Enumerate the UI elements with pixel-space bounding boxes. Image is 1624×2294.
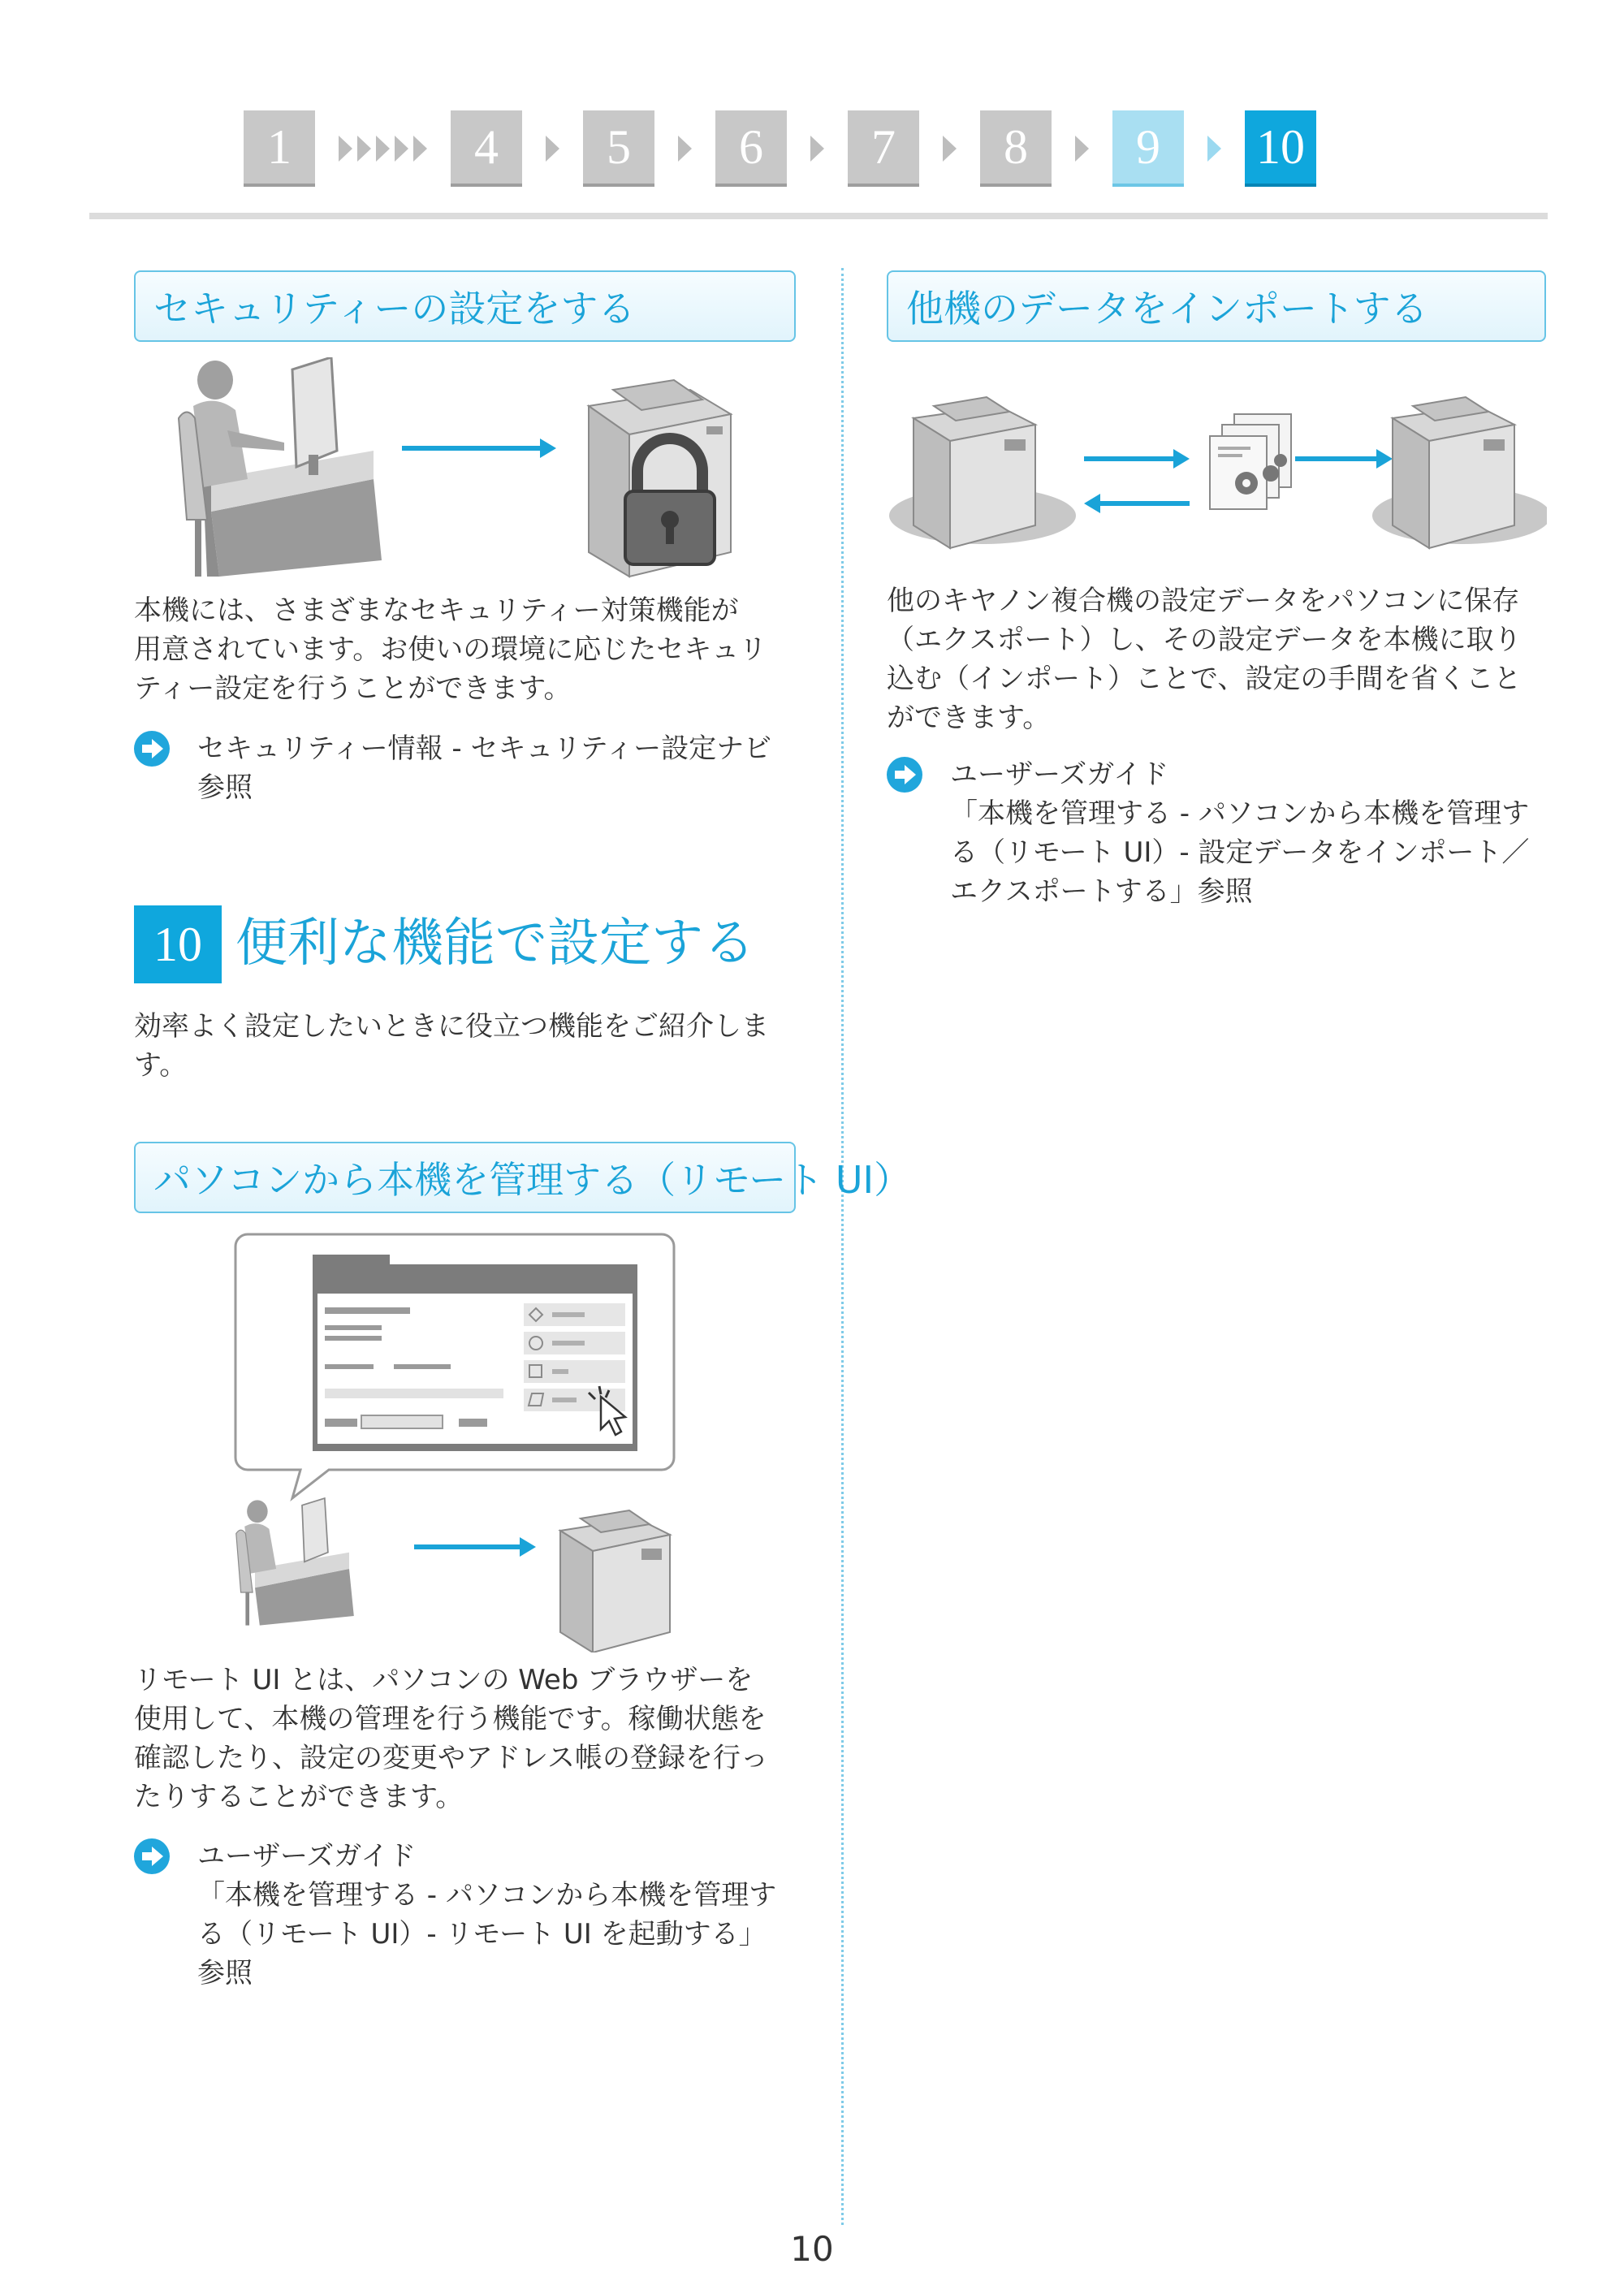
import-description: 他のキヤノン複合機の設定データをパソコンに保存 （エクスポート）し、その設定データを本機に取り 込む（インポート）ことで、設定の手間を省くこと ができます。 [887, 585, 1522, 734]
step-4[interactable]: 4 [451, 110, 522, 187]
remote-ui-heading: パソコンから本機を管理する（リモート UI） [134, 1142, 796, 1213]
security-heading: セキュリティーの設定をする [134, 270, 796, 342]
reference-line: 参照 [197, 771, 253, 804]
arrow-right-circle-icon [134, 1838, 170, 1874]
reference-line: る（リモート UI）- 設定データをインポート／ [950, 836, 1530, 869]
person-at-desk-icon [179, 357, 382, 577]
import-reference[interactable] [887, 755, 1529, 911]
step-5[interactable]: 5 [583, 110, 654, 187]
step-7[interactable]: 7 [848, 110, 919, 187]
arrow-right-circle-icon [134, 731, 170, 767]
printer-icon [914, 397, 1035, 548]
step-arrow-icon [357, 136, 371, 162]
arrow-right-circle-icon [887, 757, 922, 793]
chapter-number: 10 [134, 905, 222, 983]
remote-ui-description: リモート UI とは、パソコンの Web ブラウザーを 使用して、本機の管理を行う機能です。稼働状態を 確認したり、設定の変更やアドレス帳の登録を行っ たりすることができます。 [134, 1664, 768, 1813]
step-arrow-icon [413, 136, 427, 162]
step-8[interactable]: 8 [980, 110, 1052, 187]
printer-icon [1393, 397, 1514, 548]
person-at-desk-icon [236, 1498, 354, 1626]
column-divider [841, 268, 844, 2225]
step-navigation [244, 110, 1316, 187]
reference-line: 「本機を管理する - パソコンから本機を管理す [197, 1879, 777, 1912]
step-1[interactable]: 1 [244, 110, 315, 187]
reference-line: る（リモート UI）- リモート UI を起動する」 [197, 1918, 767, 1951]
import-heading: 他機のデータをインポートする [887, 270, 1546, 342]
step-arrow-icon [376, 136, 390, 162]
chapter-title: 便利な機能で設定する [235, 914, 755, 974]
step-6[interactable]: 6 [715, 110, 787, 187]
security-description: 本機には、さまざまなセキュリティー対策機能が 用意されています。お使いの環境に応じたセキュリ ティー設定を行うことができます。 [134, 594, 767, 705]
security-reference[interactable] [134, 729, 771, 807]
import-illustration [889, 369, 1547, 556]
header-rule [89, 213, 1548, 219]
page-number: 10 [790, 2229, 834, 2269]
reference-line: ユーザーズガイド [950, 758, 1169, 791]
step-arrow-icon [943, 136, 957, 162]
remote-ui-reference[interactable] [134, 1837, 776, 1993]
step-arrow-icon [1075, 136, 1089, 162]
reference-line: セキュリティー情報 - セキュリティー設定ナビ [197, 732, 772, 765]
reference-line: エクスポートする」参照 [950, 875, 1253, 908]
step-arrow-icon [810, 136, 824, 162]
step-arrow-icon [546, 136, 559, 162]
reference-line: ユーザーズガイド [197, 1840, 417, 1873]
step-arrow-icon [339, 136, 352, 162]
remote-ui-illustration [231, 1230, 694, 1652]
document-gear-icon [1210, 414, 1291, 509]
reference-line: 「本機を管理する - パソコンから本機を管理す [950, 797, 1530, 830]
step-10-current[interactable]: 10 [1245, 110, 1316, 187]
step-arrow-icon [395, 136, 408, 162]
chapter-description: 効率よく設定したいときに役立つ機能をご紹介しま す。 [134, 1010, 769, 1082]
step-arrow-icon [1207, 136, 1221, 162]
printer-icon [560, 1510, 670, 1652]
step-9[interactable]: 9 [1112, 110, 1184, 187]
browser-window-icon [313, 1255, 637, 1451]
reference-line: 参照 [197, 1957, 253, 1989]
security-illustration [171, 357, 763, 585]
step-arrow-icon [678, 136, 692, 162]
